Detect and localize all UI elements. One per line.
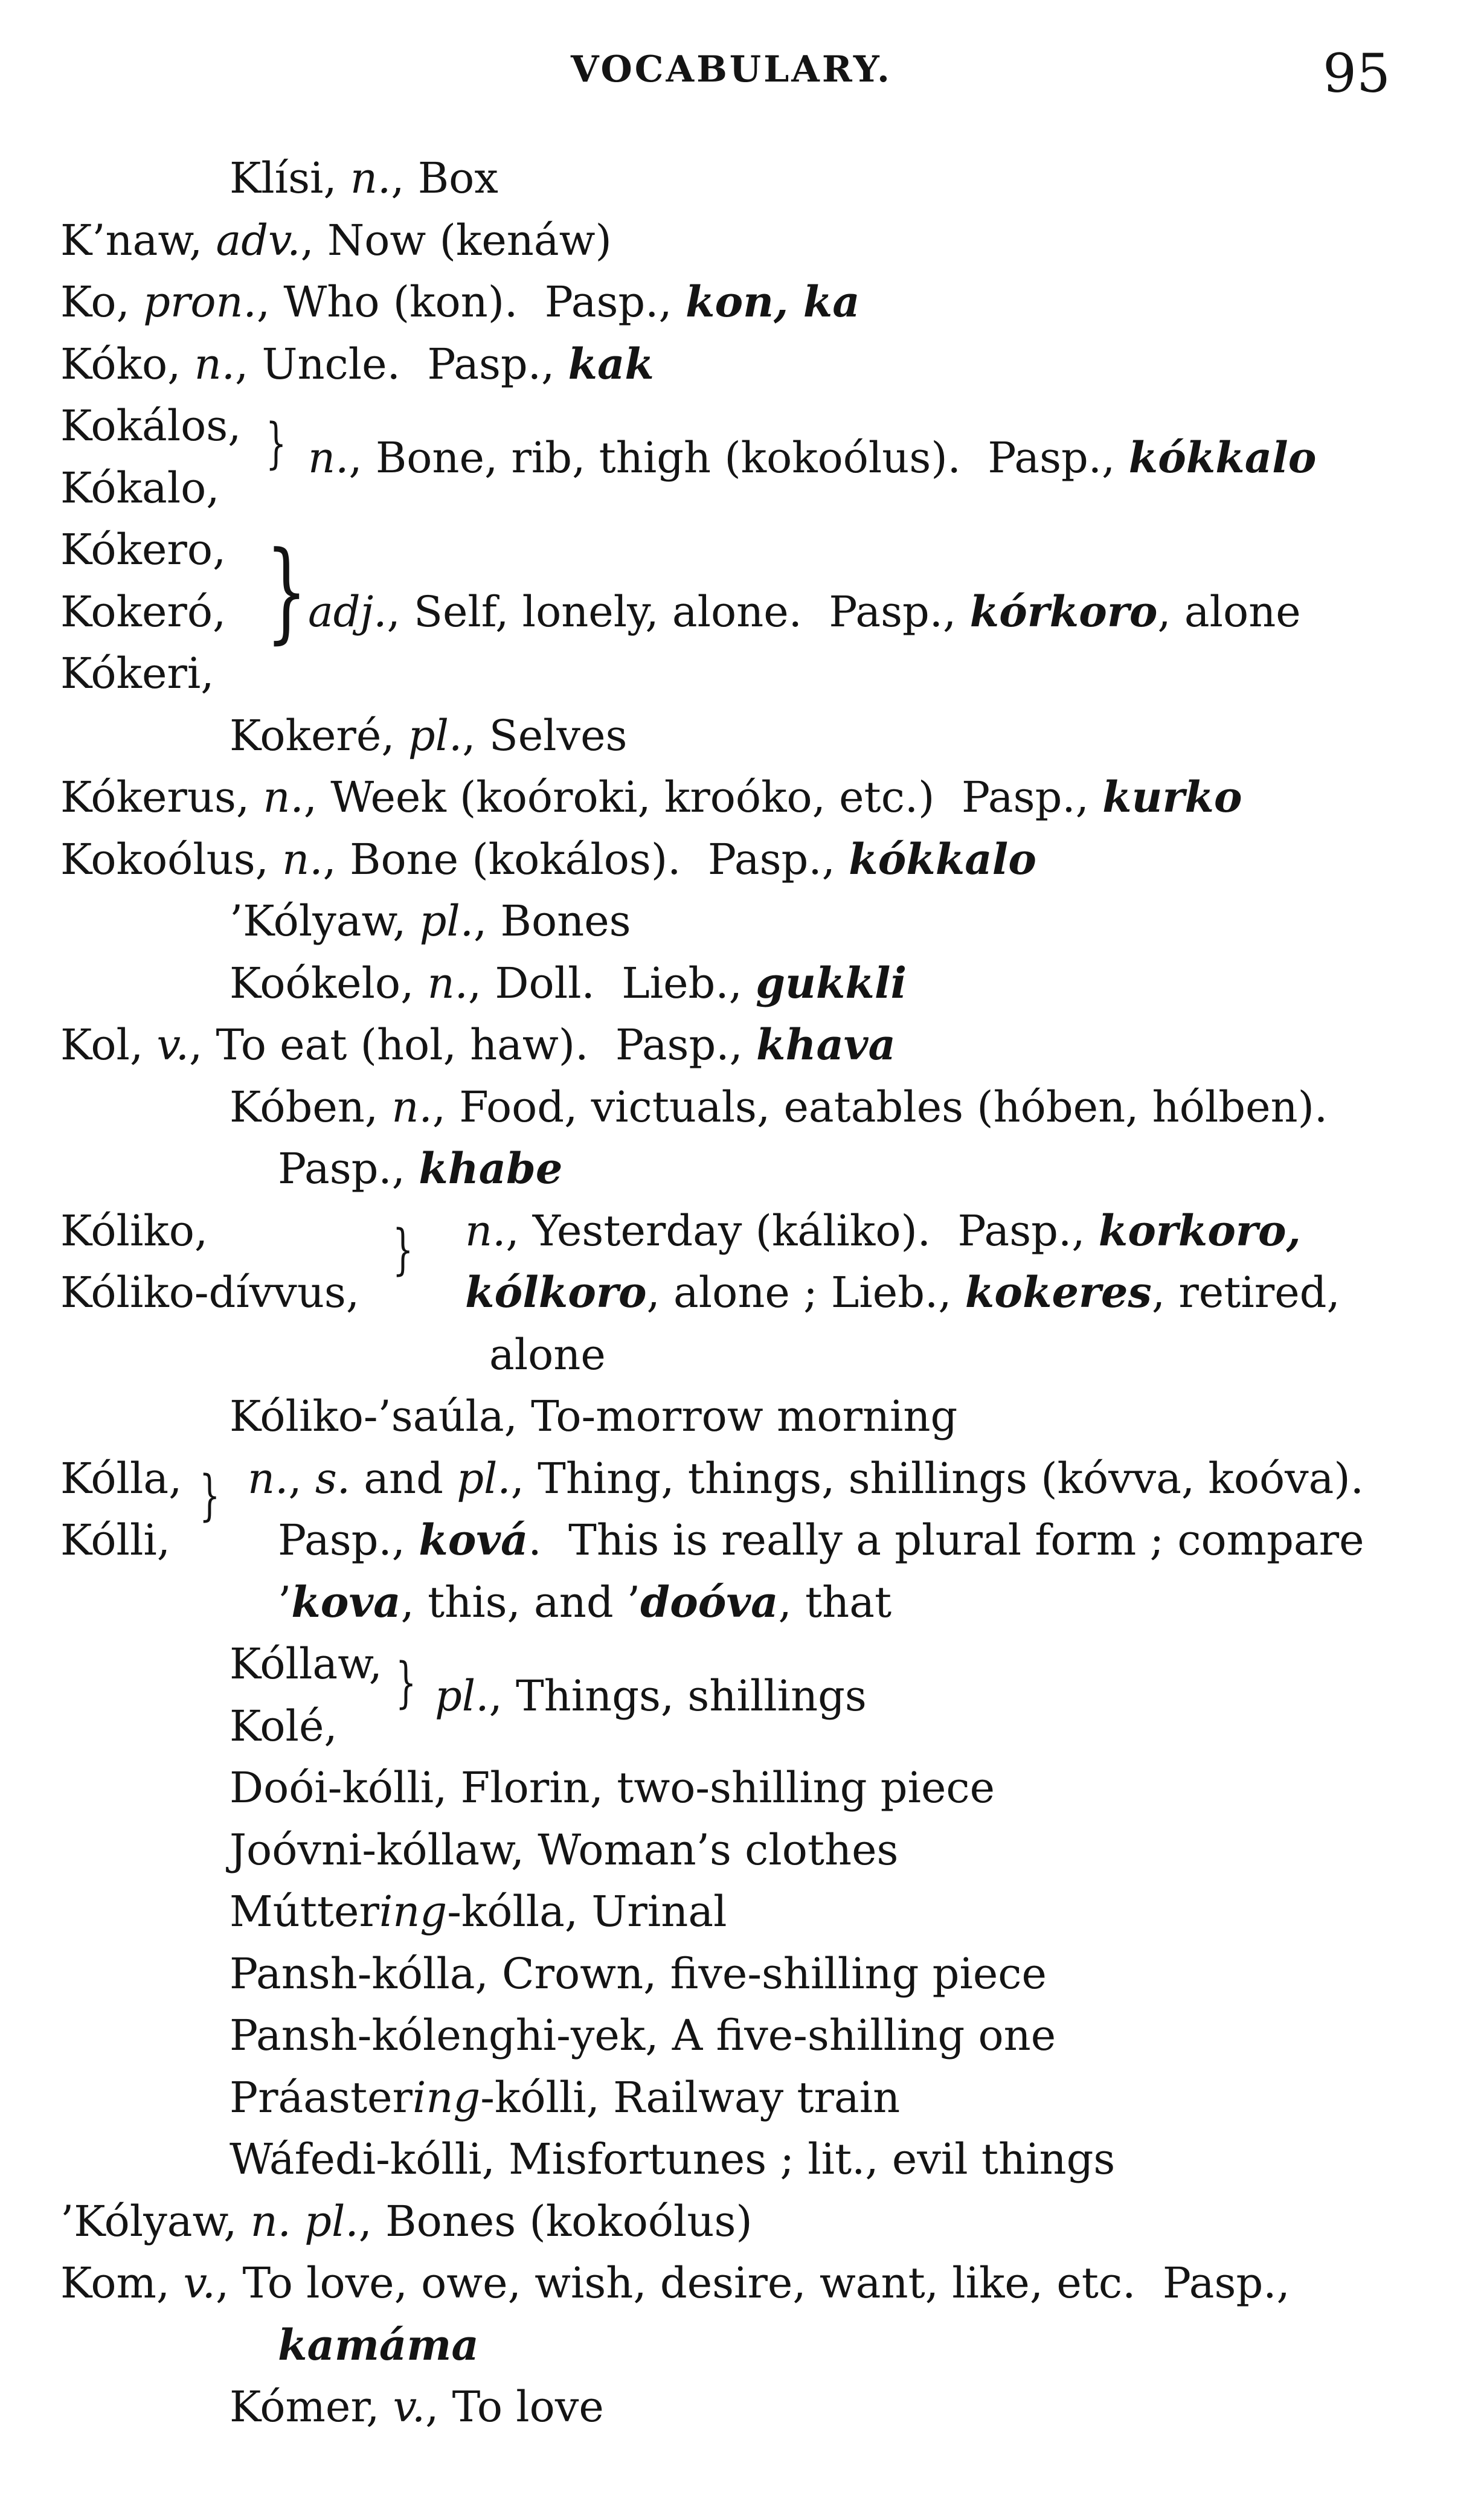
entry-line: ’kova, this, and ’doóva, that <box>278 1577 892 1627</box>
entry-line: Kóko, n., Uncle. Pasp., kak <box>60 339 654 389</box>
entry-line: Kómer, v., To love <box>230 2382 604 2432</box>
entry-line: Pansh-kólenghi-yek, A five-shilling one <box>230 2011 1056 2060</box>
entry-line: adj., Self, lonely, alone. Pasp., kórkoro, alone <box>308 586 1301 637</box>
entry-line: Kokálos, <box>60 401 242 451</box>
entry-line: Kókeri, <box>60 649 214 698</box>
entry-line: Kom, v., To love, owe, wish, desire, want, like, etc. Pasp., <box>60 2258 1290 2308</box>
entry-line: Kókerus, n., Week (koóroki, kroóko, etc.) Pasp., kurko <box>60 772 1242 822</box>
entry-line: n., Yesterday (káliko). Pasp., korkoro, <box>465 1206 1301 1256</box>
entry-line: alone <box>489 1330 606 1379</box>
entry-line: Múttering-kólla, Urinal <box>230 1887 727 1936</box>
entry-line: ’Kólyaw, n. pl., Bones (kokoólus) <box>60 2197 753 2246</box>
entry-line: n., s. and pl., Thing, things, shillings (kóvva, koóva). <box>248 1454 1364 1503</box>
entry-line: Doói-kólli, Florin, two-shilling piece <box>230 1763 995 1813</box>
entry-line: pl., Things, shillings <box>435 1671 867 1721</box>
brace: } <box>396 1651 417 1715</box>
entry-line: Kokoólus, n., Bone (kokálos). Pasp., kókkalo <box>60 834 1036 884</box>
entry-line: Kókero, <box>60 525 226 574</box>
entry-line: Kóliko, <box>60 1206 208 1256</box>
entry-line: K’naw, adv., Now (kenáw) <box>60 216 612 265</box>
entry-line: Kokeró, <box>60 587 226 637</box>
entry-line: Kokeré, pl., Selves <box>230 711 628 760</box>
brace: } <box>393 1218 414 1282</box>
entry-line: n., Bone, rib, thigh (kokoólus). Pasp., kókkalo <box>308 432 1317 483</box>
entry-line: Kólli, <box>60 1515 170 1565</box>
entry-line: Práastering-kólli, Railway train <box>230 2073 901 2122</box>
entry-line: Pasp., ková. This is really a plural form ; compare <box>278 1515 1364 1565</box>
entry-line: Koókelo, n., Doll. Lieb., gukkli <box>230 958 907 1008</box>
entry-line: Kolé, <box>230 1701 338 1751</box>
entry-line: Kókalo, <box>60 463 220 513</box>
brace: } <box>199 1464 220 1527</box>
entry-line: Pasp., khabe <box>278 1143 563 1193</box>
entry-line: Joóvni-kóllaw, Woman’s clothes <box>230 1825 899 1875</box>
entry-line: kólkoro, alone ; Lieb., kokeres, retired, <box>465 1267 1340 1317</box>
entry-line: Klísi, n., Box <box>230 153 498 203</box>
entry-line: Kóllaw, <box>230 1639 382 1689</box>
entry-line: Wáfedi-kólli, Misfortunes ; lit., evil things <box>230 2134 1116 2184</box>
entry-line: ’Kólyaw, pl., Bones <box>230 896 631 946</box>
entry-line: Kóben, n., Food, victuals, eatables (hóben, hólben). <box>230 1082 1328 1132</box>
running-head: VOCABULARY. <box>571 48 892 91</box>
entry-line: Pansh-kólla, Crown, five-shilling piece <box>230 1949 1047 1999</box>
entry-line: Kólla, <box>60 1454 182 1503</box>
page-number: 95 <box>1323 42 1390 104</box>
entry-line: Kol, v., To eat (hol, haw). Pasp., khava <box>60 1020 896 1070</box>
entry-line: Kóliko-’saúla, To-morrow morning <box>230 1392 958 1441</box>
entry-line: Ko, pron., Who (kon). Pasp., kon, ka <box>60 277 860 327</box>
entry-line: kamáma <box>278 2320 479 2370</box>
entry-line: Kóliko-dívvus, <box>60 1268 360 1317</box>
brace: } <box>266 412 287 475</box>
brace: } <box>266 528 307 655</box>
